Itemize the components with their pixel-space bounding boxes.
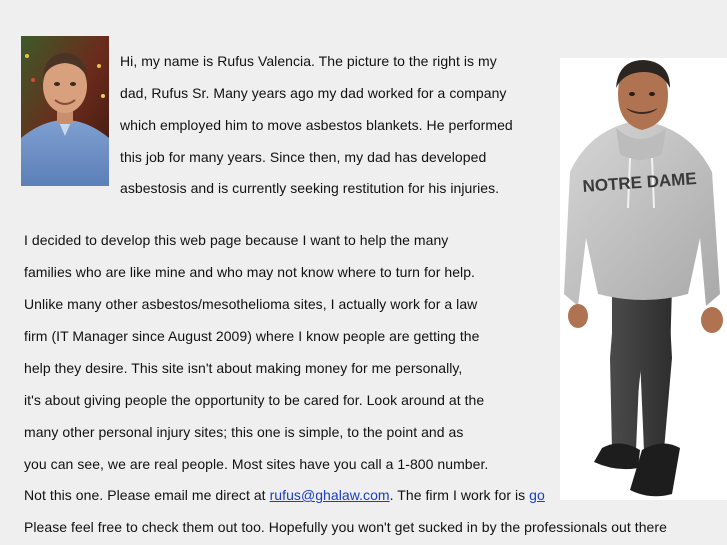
intro-line-4: this job for many years. Since then, my dad has developed [120,149,487,165]
intro-line-3: which employed him to move asbestos blankets. He performed [120,117,513,133]
email-link[interactable]: rufus@ghalaw.com [269,487,390,503]
intro-line-2: dad, Rufus Sr. Many years ago my dad worked for a company [120,85,507,101]
body-line-7: many other personal injury sites; this one is simple, to the point and as [24,424,464,440]
rufus-portrait-photo [21,36,109,186]
body-line-6: it's about giving people the opportunity to be cared for. Look around at the [24,392,485,408]
body-line-8: you can see, we are real people. Most sites have you call a 1-800 number. [24,456,489,472]
sweatshirt-lettering: NOTRE DAME [581,169,698,196]
body-line-1: I decided to develop this web page because I want to help the many [24,232,449,248]
intro-line-1: Hi, my name is Rufus Valencia. The picture to the right is my [120,53,497,69]
contact-middle: . The firm I work for is [389,487,526,503]
contact-line [24,487,545,503]
rufus-sr-image [560,58,727,500]
firm-link[interactable]: go [529,487,545,503]
body-line-4: firm (IT Manager since August 2009) where I know people are getting the [24,328,480,344]
body-line-5: help they desire. This site isn't about making money for me personally, [24,360,463,376]
rufus-portrait-image [21,36,109,186]
body-line-2: families who are like mine and who may not know where to turn for help. [24,264,475,280]
contact-prefix: Not this one. Please email me direct at [24,487,266,503]
intro-line-5: asbestosis and is currently seeking restitution for his injuries. [120,180,500,196]
closing-line: Please feel free to check them out too. Hopefully you won't get sucked in by the professionals out there [24,519,667,535]
body-line-3: Unlike many other asbestos/mesothelioma sites, I actually work for a law [24,296,478,312]
rufus-sr-photo [560,58,727,500]
